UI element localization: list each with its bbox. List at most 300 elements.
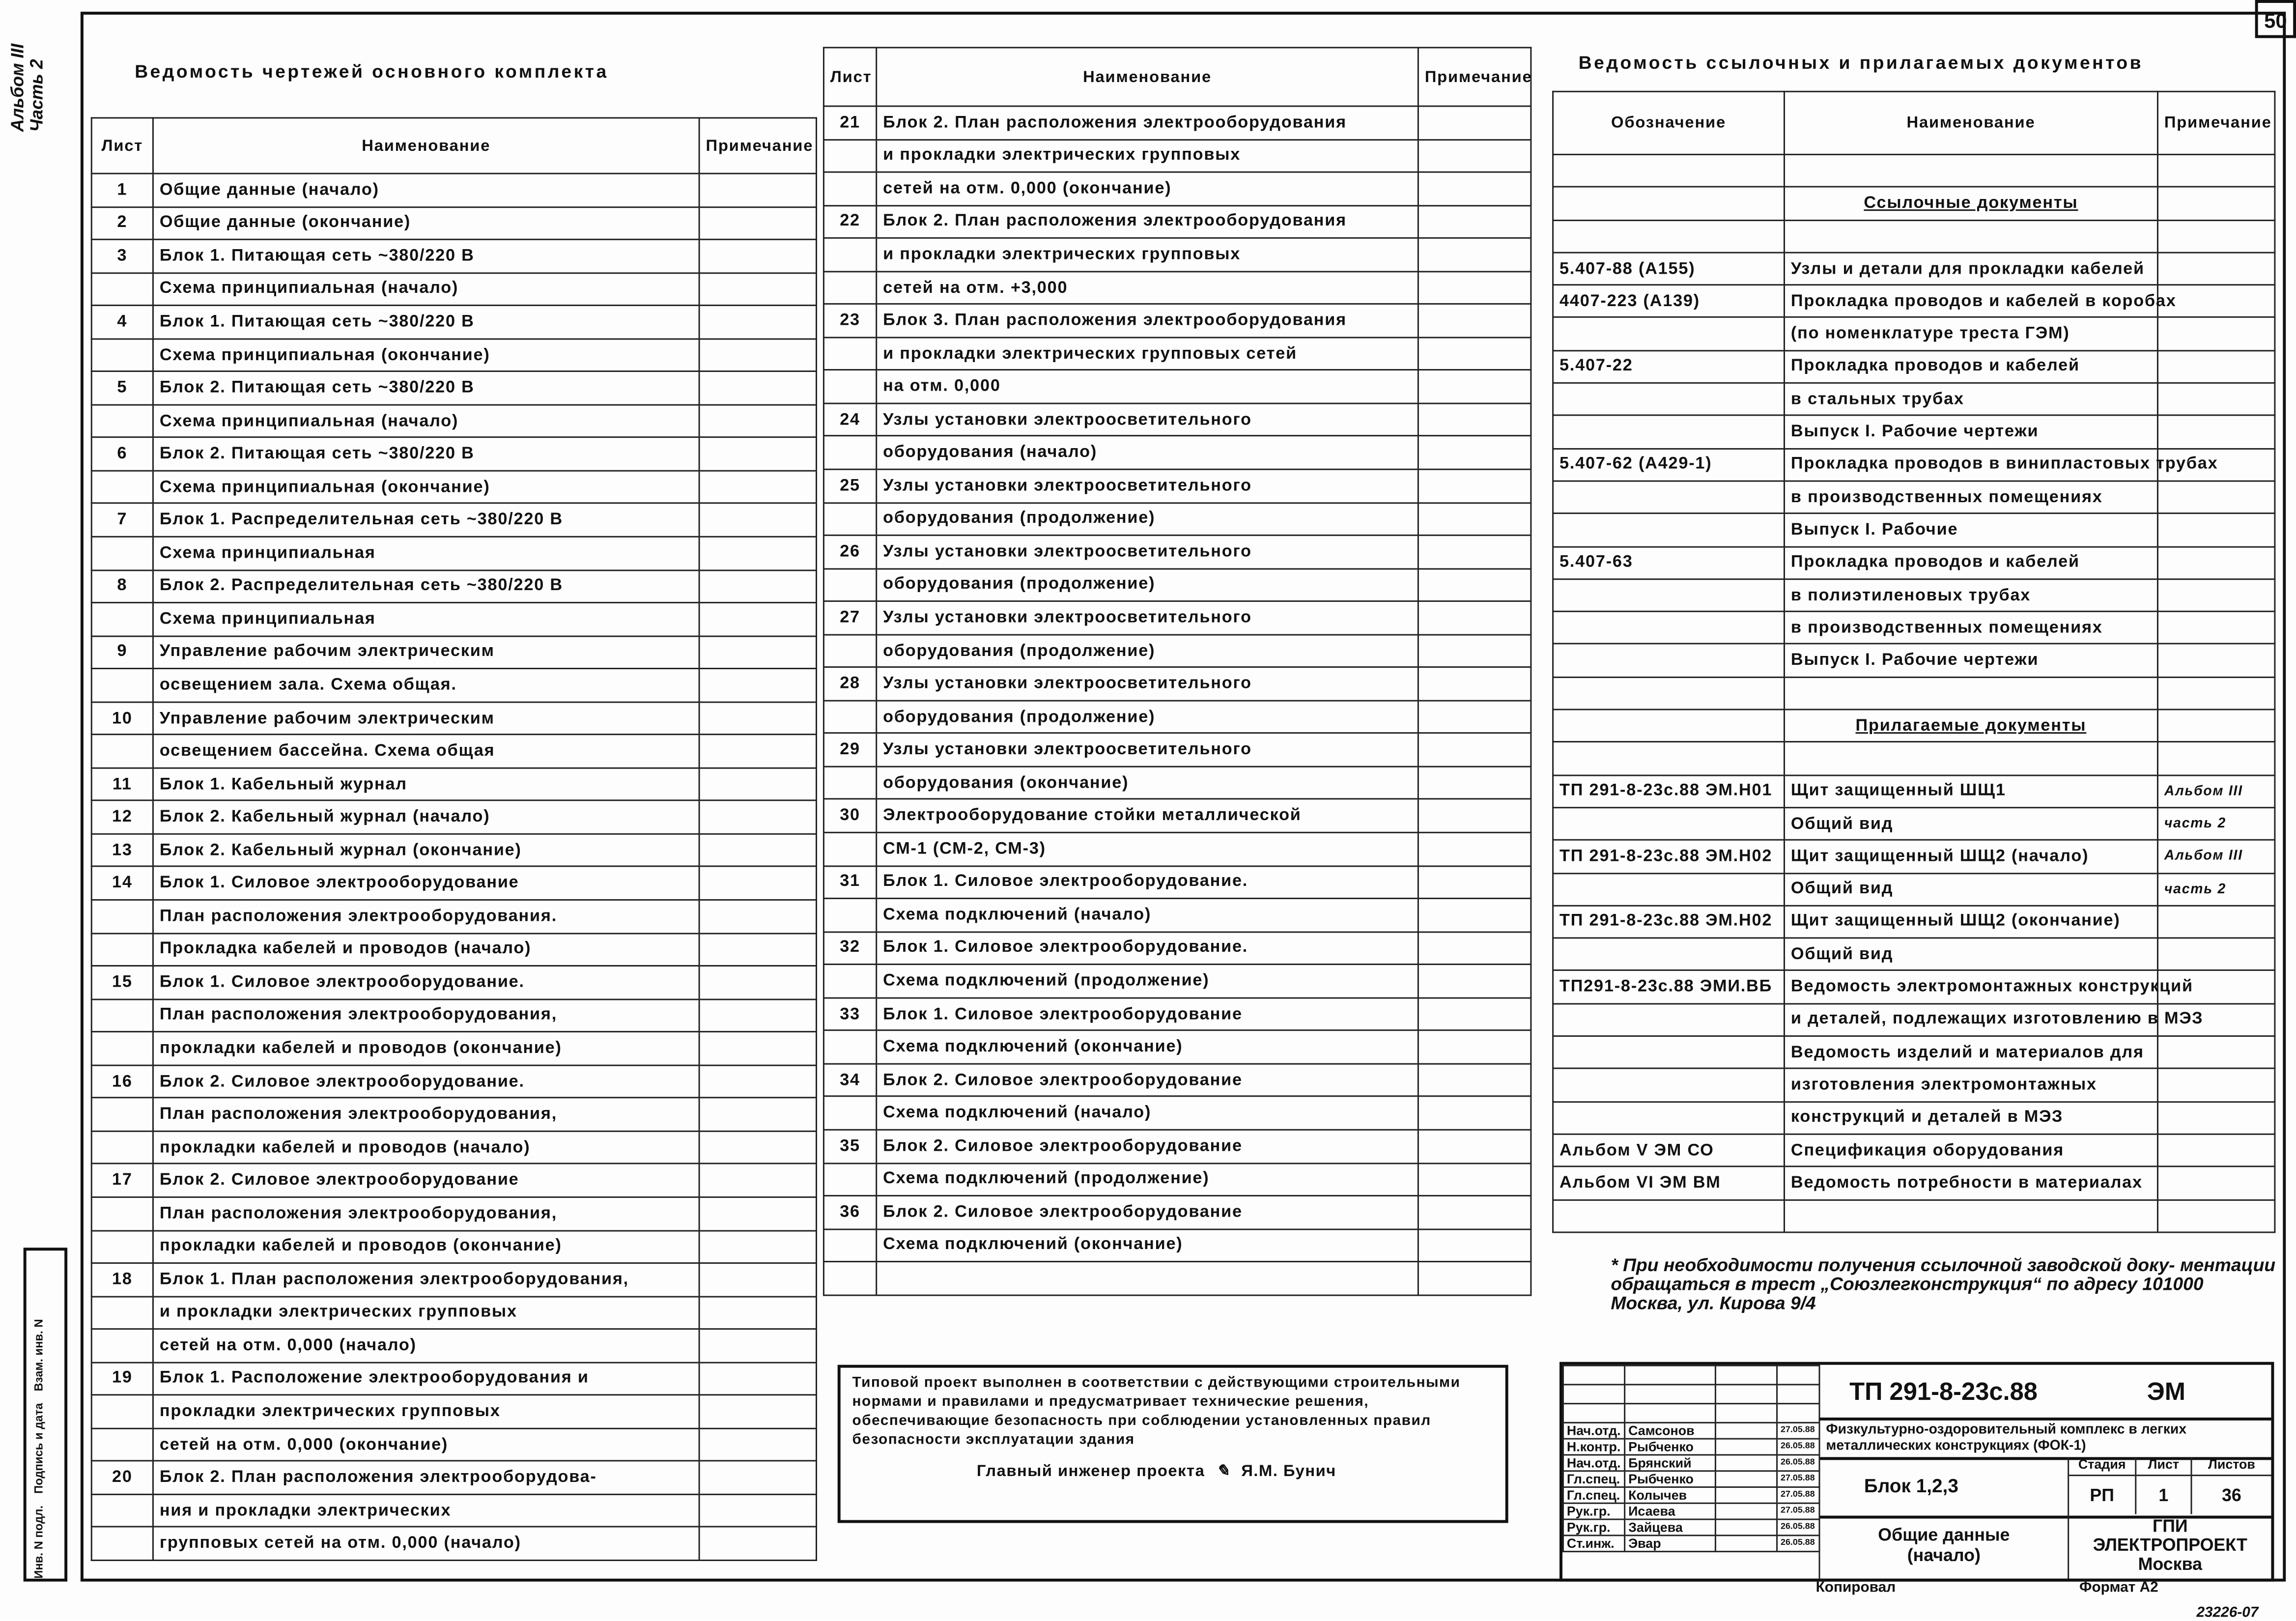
stage-value: РП xyxy=(2069,1476,2136,1514)
cell-name: Блок 1. Распределительная сеть ~380/220 В xyxy=(153,504,699,537)
table-row xyxy=(91,1329,816,1362)
cell-note xyxy=(1418,337,1531,370)
staff-name: Зайцева xyxy=(1625,1519,1716,1536)
cell-name: Схема подключений (начало) xyxy=(877,1097,1418,1130)
cell-sheet: 36 xyxy=(823,1196,876,1229)
staff-name: Исаева xyxy=(1625,1503,1716,1519)
cell-note xyxy=(699,603,816,636)
cell-name: прокладки кабелей и проводов (окончание) xyxy=(153,1032,699,1065)
cell-note xyxy=(1418,1163,1531,1195)
sheets-value: 36 xyxy=(2222,1485,2241,1506)
cell-sheet xyxy=(1553,612,1785,644)
cell-name: и деталей, подлежащих изготовлению в МЭЗ xyxy=(1784,1003,2157,1036)
table-row xyxy=(91,273,816,306)
staff-row xyxy=(1563,1503,1819,1519)
cell-sheet: 1 xyxy=(91,173,153,206)
cell-sheet xyxy=(1553,318,1785,350)
cell-note xyxy=(1418,965,1531,997)
staff-name: Рыбченко xyxy=(1625,1439,1716,1455)
project-name: Физкультурно-оздоровительный комплекс в легких металлических конструкциях (ФОК-1) xyxy=(1826,1422,2187,1454)
cell-note xyxy=(2157,644,2274,677)
cell-sheet: ТП291-8-23с.88 ЭМИ.ВБ xyxy=(1553,971,1785,1003)
cell-sheet xyxy=(91,1197,153,1230)
table-row xyxy=(1553,1036,2275,1069)
main-list-title: Ведомость чертежей основного комплекта xyxy=(135,61,609,82)
table-row xyxy=(1553,546,2275,579)
table-row xyxy=(91,1230,816,1263)
cell-sheet xyxy=(823,634,876,667)
cell-sheet xyxy=(91,1032,153,1065)
cell-note xyxy=(1418,536,1531,569)
cell-sheet xyxy=(91,900,153,933)
cell-sheet xyxy=(1553,873,1785,905)
cell-note xyxy=(699,1362,816,1395)
cell-sheet xyxy=(1553,154,1785,187)
cell-note xyxy=(1418,1130,1531,1163)
cell-sheet: ТП 291-8-23с.88 ЭМ.Н01 xyxy=(1553,775,1785,807)
cell-sheet xyxy=(1553,416,1785,448)
cell-sheet xyxy=(823,271,876,304)
cell-name: Схема подключений (продолжение) xyxy=(877,1163,1418,1195)
cell-note xyxy=(699,1230,816,1263)
table-row xyxy=(1553,873,2275,905)
table-row xyxy=(91,1395,816,1428)
cell-sheet xyxy=(823,899,876,932)
cell-sheet: 20 xyxy=(91,1461,153,1494)
cell-name: Блок 2. Силовое электрооборудование xyxy=(877,1196,1418,1229)
cell-note xyxy=(1418,1097,1531,1130)
cell-sheet xyxy=(823,569,876,601)
cell-note xyxy=(2157,154,2274,187)
cell-note xyxy=(1418,172,1531,205)
cell-sheet: 2 xyxy=(91,206,153,239)
design-note-box xyxy=(838,1365,1508,1523)
table-row xyxy=(823,106,1531,139)
cell-sheet: 27 xyxy=(823,601,876,634)
col-sheet: Лист xyxy=(91,118,153,173)
cell-name: Схема принципиальная (начало) xyxy=(153,273,699,306)
cell-name: оборудования (продолжение) xyxy=(877,502,1418,535)
table-row xyxy=(91,306,816,339)
cell-sheet: 15 xyxy=(91,966,153,999)
inventory-number: 23226-07 xyxy=(2196,1605,2259,1621)
table-row xyxy=(823,337,1531,370)
table-row xyxy=(91,1065,816,1098)
staff-role: Гл.спец. xyxy=(1563,1471,1624,1487)
table-row xyxy=(823,569,1531,601)
cell-sheet xyxy=(1553,579,1785,611)
cell-name: Блок 2. Питающая сеть ~380/220 В xyxy=(153,438,699,471)
cell-name: прокладки электрических групповых xyxy=(153,1395,699,1428)
cell-sheet: 35 xyxy=(823,1130,876,1163)
cell-sheet xyxy=(91,999,153,1032)
table-row xyxy=(1553,807,2275,840)
cell-sheet xyxy=(823,370,876,403)
table-row xyxy=(1553,448,2275,481)
cell-note xyxy=(699,933,816,966)
table-row xyxy=(91,504,816,537)
cell-sheet: 5.407-22 xyxy=(1553,350,1785,383)
cell-sheet xyxy=(91,405,153,438)
staff-role: Рук.гр. xyxy=(1563,1519,1624,1536)
cell-sheet xyxy=(1553,1003,1785,1036)
cell-name: сетей на отм. 0,000 (начало) xyxy=(153,1329,699,1362)
cell-note xyxy=(1418,469,1531,502)
table-row xyxy=(1553,840,2275,873)
cell-note xyxy=(1418,436,1531,469)
table-row xyxy=(823,767,1531,799)
cell-name: Узлы установки электроосветительного xyxy=(877,469,1418,502)
cell-sheet xyxy=(91,1230,153,1263)
table-row xyxy=(823,502,1531,535)
cell-name: Узлы установки электроосветительного xyxy=(877,601,1418,634)
table-row xyxy=(823,799,1531,832)
main-drawings-table xyxy=(91,117,817,1561)
document-code: ТП 291-8-23с.88 xyxy=(1849,1378,2038,1406)
cell-sheet xyxy=(91,1296,153,1329)
cell-note xyxy=(2157,481,2274,513)
cell-note xyxy=(1418,1031,1531,1064)
cell-name: Узлы установки электроосветительного xyxy=(877,536,1418,569)
table-row xyxy=(91,570,816,603)
cell-name: оборудования (окончание) xyxy=(877,767,1418,799)
cell-sheet xyxy=(91,1395,153,1428)
cell-name: на отм. 0,000 xyxy=(877,370,1418,403)
cell-name: Прилагаемые документы xyxy=(1784,710,2157,742)
page-number: 50 xyxy=(2255,0,2296,38)
table-row xyxy=(91,603,816,636)
cell-note xyxy=(699,669,816,702)
cell-sheet: 19 xyxy=(91,1362,153,1395)
table-row xyxy=(1553,1199,2275,1232)
table-row xyxy=(91,867,816,900)
cell-name: Ведомость потребности в материалах xyxy=(1784,1166,2157,1199)
staff-row xyxy=(1563,1455,1819,1471)
col-designation: Обозначение xyxy=(1553,91,1785,154)
table-row xyxy=(1553,350,2275,383)
cell-note xyxy=(1418,205,1531,238)
cell-name: Блок 2. Силовое электрооборудование xyxy=(877,1064,1418,1097)
cell-sheet xyxy=(91,273,153,306)
cell-sheet: 6 xyxy=(91,438,153,471)
cell-note xyxy=(699,405,816,438)
staff-date: 27.05.88 xyxy=(1777,1503,1819,1519)
cell-sheet xyxy=(823,1163,876,1195)
cell-note xyxy=(1418,502,1531,535)
staff-row xyxy=(1563,1422,1819,1439)
cell-note xyxy=(2157,1069,2274,1101)
table-row xyxy=(91,471,816,504)
cell-note xyxy=(699,240,816,273)
staff-role: Гл.спец. xyxy=(1563,1487,1624,1503)
cell-name: Ссылочные документы xyxy=(1784,187,2157,220)
cell-sheet: 7 xyxy=(91,504,153,537)
table-row xyxy=(1553,1069,2275,1101)
cell-note xyxy=(2157,253,2274,285)
cell-name: Блок 1. Питающая сеть ~380/220 В xyxy=(153,240,699,273)
table-row xyxy=(91,1164,816,1197)
cell-note xyxy=(2157,416,2274,448)
cell-note xyxy=(2157,1199,2274,1232)
staff-row xyxy=(1563,1519,1819,1536)
cell-sheet: 16 xyxy=(91,1065,153,1098)
cell-sheet: 23 xyxy=(823,304,876,337)
cell-sheet: 26 xyxy=(823,536,876,569)
cell-sheet xyxy=(823,1229,876,1262)
table-row xyxy=(823,1163,1531,1195)
cell-name: прокладки кабелей и проводов (окончание) xyxy=(153,1230,699,1263)
sheet-title-part: (начало) xyxy=(1907,1545,1981,1565)
cell-sheet: 5.407-63 xyxy=(1553,546,1785,579)
table-row xyxy=(823,172,1531,205)
cell-note xyxy=(699,537,816,569)
staff-name: Эвар xyxy=(1625,1536,1716,1552)
table-row xyxy=(91,1098,816,1131)
cell-note xyxy=(699,834,816,867)
table-row xyxy=(823,667,1531,700)
cell-note xyxy=(699,438,816,471)
cell-name: Узлы установки электроосветительного xyxy=(877,403,1418,436)
cell-note xyxy=(699,1527,816,1560)
cell-name xyxy=(1784,677,2157,710)
cell-note xyxy=(699,273,816,306)
staff-date: 27.05.88 xyxy=(1777,1422,1819,1439)
cell-note xyxy=(699,1329,816,1362)
cell-note xyxy=(1418,866,1531,899)
signature: ✎ xyxy=(1216,1461,1230,1481)
table-row xyxy=(91,173,816,206)
cell-name: оборудования (продолжение) xyxy=(877,634,1418,667)
cell-note xyxy=(699,1065,816,1098)
staff-row xyxy=(1563,1536,1819,1552)
cell-note xyxy=(699,1494,816,1527)
table-row xyxy=(823,965,1531,997)
table-row xyxy=(1553,383,2275,416)
staff-table xyxy=(1562,1365,1820,1552)
cell-name: в полиэтиленовых трубах xyxy=(1784,579,2157,611)
cell-note xyxy=(2157,318,2274,350)
cell-sheet: 34 xyxy=(823,1064,876,1097)
table-row xyxy=(823,304,1531,337)
staff-role: Нач.отд. xyxy=(1563,1422,1624,1439)
table-row xyxy=(91,1032,816,1065)
org-line-3: Москва xyxy=(2138,1554,2202,1574)
cell-name: Схема принципиальная (начало) xyxy=(153,405,699,438)
cell-name: Блок 2. Питающая сеть ~380/220 В xyxy=(153,371,699,404)
staff-signature xyxy=(1715,1422,1777,1439)
cell-note: часть 2 xyxy=(2157,807,2274,840)
cell-note xyxy=(699,1098,816,1131)
cell-sheet xyxy=(91,339,153,371)
staff-date: 26.05.88 xyxy=(1777,1519,1819,1536)
cell-sheet: 30 xyxy=(823,799,876,832)
cell-sheet xyxy=(823,337,876,370)
table-row xyxy=(91,1197,816,1230)
cell-sheet xyxy=(1553,1199,1785,1232)
cell-sheet: 24 xyxy=(823,403,876,436)
cell-name: Блок 2. Кабельный журнал (начало) xyxy=(153,801,699,834)
table-row xyxy=(91,206,816,239)
cell-note xyxy=(2157,1036,2274,1069)
table-row xyxy=(91,1263,816,1296)
cell-sheet xyxy=(1553,938,1785,970)
table-row xyxy=(1553,253,2275,285)
table-row xyxy=(823,436,1531,469)
staff-name: Брянский xyxy=(1625,1455,1716,1471)
cell-sheet xyxy=(1553,1069,1785,1101)
table-row xyxy=(91,1296,816,1329)
format-label: Формат А2 xyxy=(2079,1580,2158,1596)
cell-name: и прокладки электрических групповых сетей xyxy=(877,337,1418,370)
cell-note xyxy=(699,1131,816,1164)
table-row xyxy=(1553,710,2275,742)
cell-sheet: 5.407-62 (А429-1) xyxy=(1553,448,1785,481)
cell-sheet: 14 xyxy=(91,867,153,900)
cell-note: Альбом III xyxy=(2157,840,2274,873)
cell-sheet xyxy=(823,767,876,799)
cell-note xyxy=(699,570,816,603)
cell-note xyxy=(699,173,816,206)
cell-name: изготовления электромонтажных xyxy=(1784,1069,2157,1101)
cell-name: Управление рабочим электрическим xyxy=(153,702,699,735)
cell-note xyxy=(1418,634,1531,667)
table-row xyxy=(1553,906,2275,938)
table-row xyxy=(823,139,1531,172)
cell-name: Блок 1. Силовое электрооборудование. xyxy=(153,966,699,999)
reference-documents-table xyxy=(1552,91,2275,1233)
cell-note xyxy=(1418,701,1531,734)
cell-sheet xyxy=(823,139,876,172)
cell-sheet xyxy=(1553,513,1785,546)
col-note: Примечание xyxy=(1418,48,1531,106)
cell-name: освещением бассейна. Схема общая xyxy=(153,735,699,768)
cell-name: и прокладки электрических групповых xyxy=(877,238,1418,271)
cell-sheet xyxy=(1553,807,1785,840)
cell-name: Узлы и детали для прокладки кабелей xyxy=(1784,253,2157,285)
table-row xyxy=(91,371,816,404)
staff-date: 27.05.88 xyxy=(1777,1487,1819,1503)
staff-date: 26.05.88 xyxy=(1777,1455,1819,1471)
cell-name: групповых сетей на отм. 0,000 (начало) xyxy=(153,1527,699,1560)
cell-note xyxy=(2157,1166,2274,1199)
table-row xyxy=(823,866,1531,899)
cell-note xyxy=(699,1164,816,1197)
staff-signature xyxy=(1715,1439,1777,1455)
part-label: Часть 2 xyxy=(26,59,47,132)
cell-note xyxy=(2157,742,2274,775)
table-row xyxy=(91,768,816,801)
table-row xyxy=(823,1196,1531,1229)
cell-note xyxy=(1418,106,1531,139)
table-row xyxy=(91,1527,816,1560)
sheet-label: Лист xyxy=(2136,1457,2192,1476)
table-row xyxy=(823,1262,1531,1295)
cell-note xyxy=(1418,899,1531,932)
table-row xyxy=(823,403,1531,436)
cell-name: Спецификация оборудования xyxy=(1784,1134,2157,1166)
table-row xyxy=(91,1131,816,1164)
chief-engineer-name: Я.М. Бунич xyxy=(1241,1463,1336,1481)
cell-sheet xyxy=(823,172,876,205)
staff-date: 26.05.88 xyxy=(1777,1536,1819,1552)
cell-note xyxy=(1418,1196,1531,1229)
cell-sheet xyxy=(1553,220,1785,252)
cell-name: Щит защищенный ШЩ1 xyxy=(1784,775,2157,807)
cell-note xyxy=(2157,579,2274,611)
table-row xyxy=(91,1494,816,1527)
staff-signature xyxy=(1715,1536,1777,1552)
album-label: Альбом III xyxy=(7,43,28,132)
table-row xyxy=(823,469,1531,502)
table-row xyxy=(91,1461,816,1494)
cell-name: Выпуск I. Рабочие чертежи xyxy=(1784,416,2157,448)
cell-name: оборудования (продолжение) xyxy=(877,701,1418,734)
cell-name: Блок 2. Силовое электрооборудование xyxy=(877,1130,1418,1163)
cell-sheet: 5.407-88 (А155) xyxy=(1553,253,1785,285)
replace-inv-label: Взам. инв. N xyxy=(32,1319,46,1392)
cell-sheet xyxy=(823,1262,876,1295)
cell-sheet xyxy=(91,1098,153,1131)
table-row xyxy=(823,271,1531,304)
cell-name: Общие данные (начало) xyxy=(153,173,699,206)
cell-sheet: 12 xyxy=(91,801,153,834)
cell-sheet: 10 xyxy=(91,702,153,735)
cell-note: часть 2 xyxy=(2157,873,2274,905)
table-row xyxy=(1553,644,2275,677)
cell-note xyxy=(699,1032,816,1065)
table-row xyxy=(91,438,816,471)
cell-name xyxy=(1784,220,2157,252)
cell-note xyxy=(1418,569,1531,601)
cell-name: Общий вид xyxy=(1784,807,2157,840)
cell-name: Прокладка кабелей и проводов (начало) xyxy=(153,933,699,966)
cell-note xyxy=(1418,139,1531,172)
table-row xyxy=(1553,971,2275,1003)
cell-name: Схема принципиальная xyxy=(153,537,699,569)
cell-note xyxy=(1418,734,1531,767)
cell-note xyxy=(2157,546,2274,579)
table-row xyxy=(823,1097,1531,1130)
cell-name: Узлы установки электроосветительного xyxy=(877,667,1418,700)
cell-name: Блок 3. План расположения электрооборудования xyxy=(877,304,1418,337)
cell-sheet: ТП 291-8-23с.88 ЭМ.Н02 xyxy=(1553,906,1785,938)
cell-name: Блок 2. План расположения электрооборудова- xyxy=(153,1461,699,1494)
cell-name: Блок 2. Кабельный журнал (окончание) xyxy=(153,834,699,867)
table-row xyxy=(91,405,816,438)
cell-name: Блок 1. Расположение электрооборудования и xyxy=(153,1362,699,1395)
cell-note xyxy=(2157,906,2274,938)
table-row xyxy=(91,669,816,702)
staff-name: Самсонов xyxy=(1625,1422,1716,1439)
cell-sheet xyxy=(91,735,153,768)
table-row xyxy=(91,702,816,735)
table-row xyxy=(823,997,1531,1030)
table-row xyxy=(1553,1003,2275,1036)
cell-note xyxy=(2157,187,2274,220)
cell-note xyxy=(2157,710,2274,742)
table-row xyxy=(1553,513,2275,546)
cell-note xyxy=(1418,767,1531,799)
cell-name: Общие данные (окончание) xyxy=(153,206,699,239)
cell-note xyxy=(699,371,816,404)
sheets-label: Листов xyxy=(2192,1457,2271,1476)
cell-note xyxy=(1418,1064,1531,1097)
cell-sheet: Альбом VI ЭМ ВМ xyxy=(1553,1166,1785,1199)
cell-sheet xyxy=(91,1494,153,1527)
cell-note xyxy=(699,471,816,504)
staff-signature xyxy=(1715,1519,1777,1536)
cell-sheet: 3 xyxy=(91,240,153,273)
